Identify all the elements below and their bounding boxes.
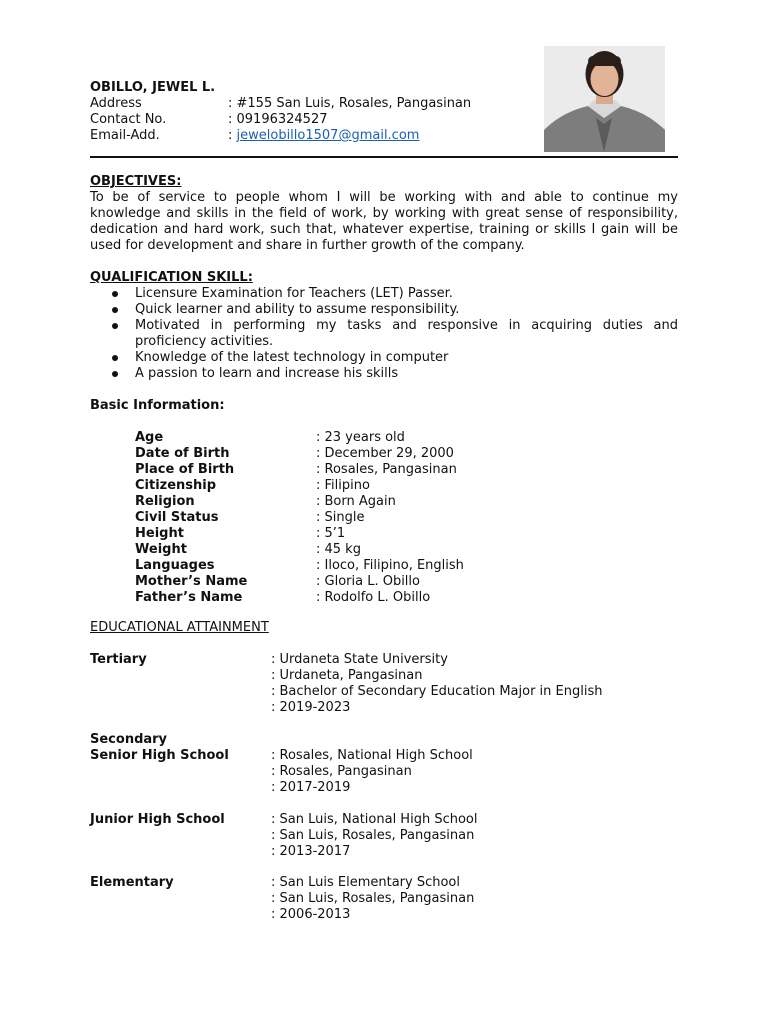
info-value: : 45 kg (316, 542, 361, 557)
bullet-icon (112, 371, 118, 377)
email-link[interactable]: jewelobillo1507@gmail.com (236, 128, 420, 143)
secondary-label: Secondary (90, 732, 168, 747)
edu-line: : 2019-2023 (271, 700, 351, 715)
profile-photo (544, 46, 665, 152)
bullet-icon (112, 323, 118, 329)
applicant-name: OBILLO, JEWEL L. (90, 80, 216, 95)
info-value: : Rosales, Pangasinan (316, 462, 457, 477)
contact-value: : 09196324527 (228, 112, 328, 127)
edu-line: : San Luis, National High School (271, 812, 478, 827)
info-value: : December 29, 2000 (316, 446, 454, 461)
info-label: Languages (135, 558, 215, 573)
profile-photo-image (544, 46, 665, 152)
objectives-text: To be of service to people whom I will be working with and able to continue my knowledge and skills in the field of work, by working with great sense of responsibility, dedication and hard work, such that, whatever expertise, training or skills I gain will be used for development and share in further growth of the company. (90, 190, 678, 253)
qualification-heading: QUALIFICATION SKILL: (90, 270, 253, 285)
edu-line: : 2006-2013 (271, 907, 351, 922)
header-divider (90, 156, 678, 158)
edu-line: : Rosales, National High School (271, 748, 473, 763)
edu-line: : Urdaneta, Pangasinan (271, 668, 423, 683)
objectives-heading: OBJECTIVES: (90, 174, 182, 189)
qualification-text: Licensure Examination for Teachers (LET) Passer. (135, 286, 453, 301)
tertiary-label: Tertiary (90, 652, 147, 667)
qualification-text: Knowledge of the latest technology in computer (135, 350, 449, 365)
edu-line: : San Luis, Rosales, Pangasinan (271, 828, 475, 843)
edu-line: : 2017-2019 (271, 780, 351, 795)
info-value: : Filipino (316, 478, 370, 493)
list-item (90, 350, 678, 366)
info-label: Citizenship (135, 478, 217, 493)
bullet-icon (112, 291, 118, 297)
info-label: Date of Birth (135, 446, 230, 461)
email-field (228, 128, 419, 144)
info-value: : 23 years old (316, 430, 405, 445)
list-item (90, 318, 678, 350)
qualification-list (90, 286, 678, 382)
info-label: Height (135, 526, 184, 541)
basic-info-heading: Basic Information: (90, 398, 225, 413)
edu-line: : San Luis Elementary School (271, 875, 460, 890)
bullet-icon (112, 355, 118, 361)
info-label: Weight (135, 542, 187, 557)
info-label: Place of Birth (135, 462, 235, 477)
email-prefix: : (228, 128, 237, 143)
contact-label: Contact No. (90, 112, 167, 127)
junior-high-label: Junior High School (90, 812, 225, 827)
list-item (90, 302, 678, 318)
info-label: Age (135, 430, 164, 445)
info-value: : Iloco, Filipino, English (316, 558, 464, 573)
address-label: Address (90, 96, 142, 111)
edu-line: : Bachelor of Secondary Education Major in English (271, 684, 603, 699)
edu-line: : San Luis, Rosales, Pangasinan (271, 891, 475, 906)
info-value: : 5’1 (316, 526, 346, 541)
email-label: Email-Add. (90, 128, 160, 143)
info-label: Father’s Name (135, 590, 243, 605)
list-item (90, 286, 678, 302)
qualification-text: Motivated in performing my tasks and responsive in acquiring duties and proficiency activities. (135, 318, 678, 349)
elementary-label: Elementary (90, 875, 174, 890)
address-value: : #155 San Luis, Rosales, Pangasinan (228, 96, 472, 111)
info-value: : Rodolfo L. Obillo (316, 590, 431, 605)
edu-line: : 2013-2017 (271, 844, 351, 859)
qualification-text: A passion to learn and increase his skills (135, 366, 399, 381)
qualification-text: Quick learner and ability to assume responsibility. (135, 302, 460, 317)
info-value: : Single (316, 510, 365, 525)
info-value: : Gloria L. Obillo (316, 574, 420, 589)
info-label: Mother’s Name (135, 574, 248, 589)
info-label: Civil Status (135, 510, 219, 525)
edu-line: : Rosales, Pangasinan (271, 764, 412, 779)
list-item (90, 366, 678, 382)
senior-high-label: Senior High School (90, 748, 229, 763)
edu-line: : Urdaneta State University (271, 652, 448, 667)
education-heading: EDUCATIONAL ATTAINMENT (90, 620, 269, 635)
info-label: Religion (135, 494, 195, 509)
bullet-icon (112, 307, 118, 313)
info-value: : Born Again (316, 494, 396, 509)
